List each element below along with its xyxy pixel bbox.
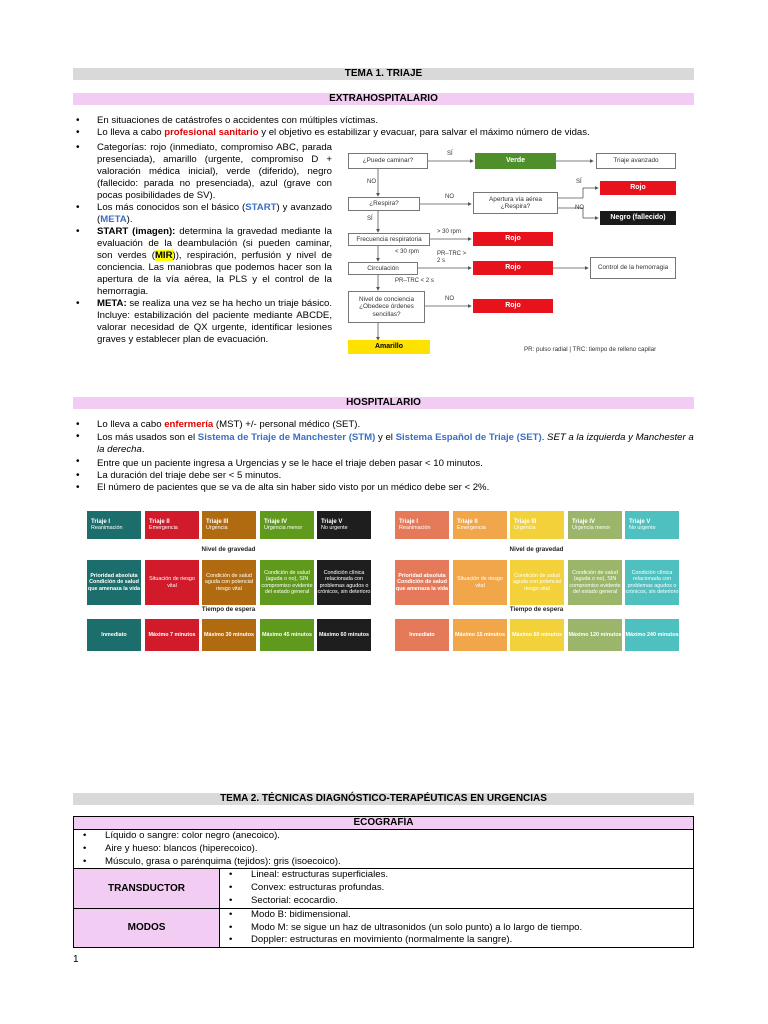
triage-set-table [85,508,372,653]
q-puede-caminar: ¿Puede caminar? [348,153,428,169]
hosp-bullet-3: • Entre que un paciente ingresa a Urgencias y se le hace el triaje deben pasar < 10 minutos. [75,456,695,470]
hosp-bullet-5: • El número de pacientes que se va de alta sin haber sido visto por un médico debe ser < 2%. [75,482,695,494]
modos-item: • Doppler: estructuras en movimiento (normalmente la sangre). [220,934,693,947]
triage-stm-table [393,508,680,653]
set-header-1: Triaje I Reanimación [87,511,141,539]
box-negro: Negro (fallecido) [600,211,676,225]
modos-cell [220,908,694,947]
stm-bottom-2: Máximo 15 minutos [453,619,507,651]
label-si-2: SÍ [576,179,582,185]
stm-header-5: Triaje V No urgente [625,511,679,539]
stm-nivel-label: Nivel de gravedad [509,546,564,553]
stm-bottom-1: Inmediato [395,619,449,651]
set-mid-1: Prioridad absoluta Condición de salud que amenaza la vida [87,560,141,605]
transductor-item: • Sectorial: ecocardio. [220,895,693,908]
eco-item: • Aire y hueso: blancos (hiperecoico). [74,843,693,856]
stm-mid-5: Condición clínica relacionada con problemas agudos o crónicos, sin deterioro [625,560,679,605]
flowchart-legend: PR: pulso radial | TRC: tiempo de relleno capilar [524,346,657,353]
hosp-bullets [75,419,695,494]
stm-header-1: Triaje I Reanimación [395,511,449,539]
set-mid-3: Condición de salud aguda con potencial riesgo vital [202,560,256,605]
extra-bullet-2: • Lo lleva a cabo profesional sanitario y el objetivo es estabilizar y evacuar, para salvar el máximo número de vidas. [75,127,695,139]
stm-header-3: Triaje III Urgencia [510,511,564,539]
label-no-2: NO [445,194,454,200]
stm-mid-2: Situación de riesgo vital [453,560,507,605]
transductor-item: • Lineal: estructuras superficiales. [220,869,693,882]
transductor-cell [220,869,694,908]
eco-item: • Líquido o sangre: color negro (anecoico). [74,830,693,843]
label-gt30: > 30 rpm [437,229,461,235]
set-header-5: Triaje V No urgente [317,511,371,539]
eco-item: • Músculo, grasa o parénquima (tejidos): gris (isoecoico). [74,856,693,869]
set-bottom-5: Máximo 60 minutos [317,619,371,651]
start-flowchart [343,148,683,363]
extra-bullet-1: • En situaciones de catástrofes o accidentes con múltiples víctimas. [75,115,695,127]
extra-bullets-left [75,142,332,346]
q-respira: ¿Respira? [348,197,420,211]
stm-mid-3: Condición de salud aguda con potencial riesgo vital [510,560,564,605]
set-espera-label: Tiempo de espera [201,606,256,613]
hospitalario-header: HOSPITALARIO [73,397,694,409]
hosp-bullet-2: • Los más usados son el Sistema de Triaje de Manchester (STM) y el Sistema Español de Triaje (SET). SET a la izquierda y Manchester a la derecha. [75,431,695,456]
transductor-label: TRANSDUCTOR [74,869,220,908]
box-control-hemorragia: Control de la hemorragia [590,257,676,279]
box-rojo-1: Rojo [600,181,676,195]
stm-mid-1: Prioridad absoluta Condición de salud que amenaza la vida [395,560,449,605]
ecografia-general-cell [74,830,694,869]
box-verde: Verde [475,153,556,169]
modos-label: MODOS [74,908,220,947]
set-header-3: Triaje III Urgencia [202,511,256,539]
box-amarillo: Amarillo [348,340,430,354]
ecografia-header: ECOGRAFÍA [74,817,694,830]
modos-item: • Modo B: bidimensional. [220,909,693,922]
set-nivel-label: Nivel de gravedad [201,546,256,553]
q-frecuencia-respiratoria: Frecuencia respiratoria [348,233,430,246]
set-bottom-2: Máximo 7 minutos [145,619,199,651]
stm-bottom-5: Máximo 240 minutos [625,619,679,651]
extra-bullet-categorias: • Categorías: rojo (inmediato, compromiso ABC, parada presenciada), amarillo (urgente, compromiso D + valoración médica inicial), verde (diferido), negro (fallecido: parada no presenciada), azul (grave con pocas posibilidades de SV). [75,142,332,202]
transductor-item: • Convex: estructuras profundas. [220,882,693,895]
extrahospitalario-header: EXTRAHOSPITALARIO [73,93,694,105]
set-bottom-3: Máximo 30 minutos [202,619,256,651]
stm-espera-label: Tiempo de espera [509,606,564,613]
label-no-4: NO [445,296,454,302]
hosp-bullet-4: • La duración del triaje debe ser < 5 minutos. [75,470,695,482]
set-header-4: Triaje IV Urgencia menor [260,511,314,539]
box-rojo-3: Rojo [473,261,553,275]
tema1-title: TEMA 1. TRIAJE [73,68,694,80]
q-nivel-conciencia: Nivel de conciencia ¿Obedece órdenes sencillas? [348,291,425,323]
box-triaje-avanzado: Triaje avanzado [596,153,676,169]
label-no-1: NO [367,179,376,185]
label-no-3: NO [575,205,584,211]
label-prtrc-lt: PR–TRC < 2 s [395,278,434,284]
stm-header-4: Triaje IV Urgencia menor [568,511,622,539]
q-circulacion: Circulación [348,262,418,275]
stm-bottom-4: Máximo 120 minutos [568,619,622,651]
extra-bullet-meta: • META: se realiza una vez se ha hecho un triaje básico. Incluye: estabilización del paciente mediante ABCDE, valorar necesidad de QX urgente, identificar lesiones graves y establecer plan de evacuación. [75,298,332,346]
extra-bullets-top [75,115,695,139]
tema2-title: TEMA 2. TÉCNICAS DIAGNÓSTICO-TERAPÉUTICAS EN URGENCIAS [73,793,694,805]
set-bottom-4: Máximo 45 minutos [260,619,314,651]
extra-bullet-start-meta: • Los más conocidos son el básico (START) y avanzado (META). [75,202,332,226]
set-mid-5: Condición clínica relacionada con problemas agudos o crónicos, sin deterioro [317,560,371,605]
q-apertura-via-aerea: Apertura vía aérea ¿Respira? [473,192,558,214]
set-mid-4: Condición de salud (aguda o no), SIN compromiso evidente del estado general [260,560,314,605]
label-lt30: < 30 rpm [395,249,419,255]
box-rojo-2: Rojo [473,232,553,246]
label-si-3: SÍ [367,216,373,222]
page-number: 1 [73,954,79,965]
ecografia-table [73,816,694,948]
stm-bottom-3: Máximo 60 minutos [510,619,564,651]
set-bottom-1: Inmediato [87,619,141,651]
modos-item: • Modo M: se sigue un haz de ultrasonidos (un solo punto) a lo largo de tiempo. [220,922,693,935]
box-rojo-4: Rojo [473,299,553,313]
label-prtrc-gt: PR–TRC > 2 s [437,251,467,264]
stm-mid-4: Condición de salud (aguda o no), SIN compromiso evidente del estado general [568,560,622,605]
stm-header-2: Triaje II Emergencia [453,511,507,539]
set-mid-2: Situación de riesgo vital [145,560,199,605]
set-header-2: Triaje II Emergencia [145,511,199,539]
hosp-bullet-1: • Lo lleva a cabo enfermería (MST) +/- personal médico (SET). [75,419,695,431]
label-si-1: SÍ [447,151,453,157]
extra-bullet-start: • START (imagen): determina la gravedad mediante la evaluación de la deambulación (si pueden caminar, son verdes (MIR)), respiración, perfusión y nivel de conciencia. Las maniobras que podemos hacer son la apertura de la vía aérea, la PLS y el control de la hemorragia. [75,226,332,298]
